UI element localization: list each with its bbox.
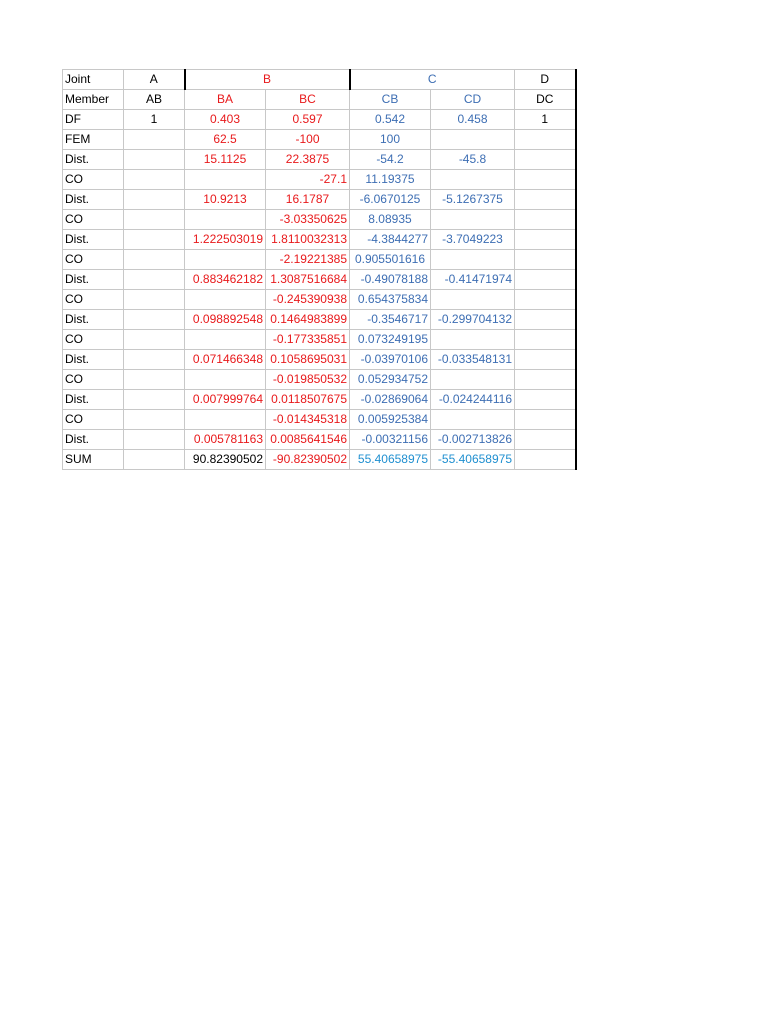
cell-ba[interactable]: [185, 410, 266, 430]
cell-ab[interactable]: [124, 430, 185, 450]
cell-dc[interactable]: [515, 310, 576, 330]
table-row: [63, 210, 576, 230]
cell-ab[interactable]: [124, 150, 185, 170]
cell-cb[interactable]: -0.00321156: [350, 430, 431, 450]
cell-ab[interactable]: [124, 330, 185, 350]
table-row: [63, 150, 576, 170]
table-row: [63, 370, 576, 390]
cell-ab[interactable]: [124, 410, 185, 430]
row-label[interactable]: CO: [63, 410, 124, 430]
row-label[interactable]: Dist.: [63, 310, 124, 330]
cell-cd[interactable]: -0.002713826: [431, 430, 515, 450]
cell-cd[interactable]: -0.299704132: [431, 310, 515, 330]
cell-ba[interactable]: 62.5: [185, 130, 266, 150]
table-row: [63, 410, 576, 430]
cell-bc[interactable]: 0.1058695031: [266, 350, 350, 370]
cell-dc[interactable]: [515, 290, 576, 310]
member-cb-header[interactable]: CB: [350, 90, 431, 110]
cell-bc[interactable]: 0.0118507675: [266, 390, 350, 410]
table-row: [63, 250, 576, 270]
table-row: [63, 390, 576, 410]
cell-cd[interactable]: [431, 410, 515, 430]
cell-cb[interactable]: -0.03970106: [350, 350, 431, 370]
cell-ba[interactable]: [185, 370, 266, 390]
table-row: [63, 350, 576, 370]
joint-d-header[interactable]: D: [515, 70, 576, 90]
cell-ab[interactable]: [124, 210, 185, 230]
cell-cb[interactable]: -54.2: [350, 150, 431, 170]
cell-ba[interactable]: 10.9213: [185, 190, 266, 210]
row-label[interactable]: CO: [63, 250, 124, 270]
table-row: [63, 230, 576, 250]
member-header-row: [63, 90, 576, 110]
table-row: [63, 310, 576, 330]
cell-cb[interactable]: 0.073249195: [350, 330, 431, 350]
cell-bc[interactable]: -0.019850532: [266, 370, 350, 390]
cell-cd[interactable]: [431, 250, 515, 270]
row-label[interactable]: Dist.: [63, 150, 124, 170]
cell-dc[interactable]: [515, 210, 576, 230]
cell-cd[interactable]: -0.41471974: [431, 270, 515, 290]
sum-row: [63, 450, 576, 470]
cell-dc[interactable]: [515, 150, 576, 170]
cell-ab[interactable]: [124, 450, 185, 470]
cell-cb[interactable]: 55.40658975: [350, 450, 431, 470]
row-label[interactable]: FEM: [63, 130, 124, 150]
cell-cd[interactable]: -0.033548131: [431, 350, 515, 370]
cell-ba[interactable]: 0.005781163: [185, 430, 266, 450]
row-label[interactable]: CO: [63, 330, 124, 350]
row-label[interactable]: DF: [63, 110, 124, 130]
cell-ba[interactable]: [185, 210, 266, 230]
cell-dc[interactable]: [515, 250, 576, 270]
cell-dc[interactable]: [515, 390, 576, 410]
row-label[interactable]: Dist.: [63, 190, 124, 210]
cell-cd[interactable]: [431, 210, 515, 230]
joint-b-header[interactable]: B: [185, 70, 350, 90]
cell-dc[interactable]: [515, 350, 576, 370]
cell-ab[interactable]: [124, 130, 185, 150]
cell-dc[interactable]: [515, 410, 576, 430]
cell-bc[interactable]: 1.8110032313: [266, 230, 350, 250]
cell-ba[interactable]: 15.1125: [185, 150, 266, 170]
cell-ba[interactable]: 90.82390502: [185, 450, 266, 470]
cell-dc[interactable]: [515, 230, 576, 250]
cell-cd[interactable]: -3.7049223: [431, 230, 515, 250]
cell-bc[interactable]: -0.245390938: [266, 290, 350, 310]
data-rows: [63, 110, 576, 470]
cell-cb[interactable]: -0.49078188: [350, 270, 431, 290]
cell-bc[interactable]: -2.19221385: [266, 250, 350, 270]
cell-cb[interactable]: 0.005925384: [350, 410, 431, 430]
cell-bc[interactable]: 0.0085641546: [266, 430, 350, 450]
cell-ba[interactable]: 0.403: [185, 110, 266, 130]
cell-ab[interactable]: [124, 310, 185, 330]
member-ab-header[interactable]: AB: [124, 90, 185, 110]
joint-header-row: [63, 70, 576, 90]
table-row: [63, 130, 576, 150]
cell-cb[interactable]: -0.02869064: [350, 390, 431, 410]
cell-ba[interactable]: 0.883462182: [185, 270, 266, 290]
cell-cd[interactable]: [431, 290, 515, 310]
cell-ba[interactable]: 1.222503019: [185, 230, 266, 250]
cell-bc[interactable]: 16.1787: [266, 190, 350, 210]
table-row: [63, 270, 576, 290]
cell-cd[interactable]: [431, 130, 515, 150]
cell-cd[interactable]: 0.458: [431, 110, 515, 130]
cell-cd[interactable]: [431, 170, 515, 190]
table-row: [63, 330, 576, 350]
table-row: [63, 170, 576, 190]
cell-cd[interactable]: -5.1267375: [431, 190, 515, 210]
row-label-member[interactable]: Member: [63, 90, 124, 110]
cell-cb[interactable]: 0.905501616: [350, 250, 431, 270]
cell-bc[interactable]: -0.014345318: [266, 410, 350, 430]
row-label[interactable]: CO: [63, 170, 124, 190]
joint-a-header[interactable]: A: [124, 70, 185, 90]
cell-ab[interactable]: [124, 190, 185, 210]
cell-cd[interactable]: [431, 330, 515, 350]
cell-ba[interactable]: 0.007999764: [185, 390, 266, 410]
cell-ab[interactable]: 1: [124, 110, 185, 130]
cell-bc[interactable]: 0.1464983899: [266, 310, 350, 330]
cell-bc[interactable]: -90.82390502: [266, 450, 350, 470]
row-label[interactable]: Dist.: [63, 390, 124, 410]
cell-ab[interactable]: [124, 230, 185, 250]
cell-ba[interactable]: [185, 290, 266, 310]
cell-ab[interactable]: [124, 270, 185, 290]
cell-cb[interactable]: 0.654375834: [350, 290, 431, 310]
moment-distribution-table: [62, 69, 577, 470]
cell-cb[interactable]: -6.0670125: [350, 190, 431, 210]
cell-dc[interactable]: [515, 450, 576, 470]
cell-cb[interactable]: 100: [350, 130, 431, 150]
cell-ba[interactable]: [185, 250, 266, 270]
cell-dc[interactable]: [515, 370, 576, 390]
row-label[interactable]: Dist.: [63, 430, 124, 450]
cell-bc[interactable]: -0.177335851: [266, 330, 350, 350]
cell-cd[interactable]: [431, 370, 515, 390]
cell-bc[interactable]: -100: [266, 130, 350, 150]
row-label[interactable]: CO: [63, 210, 124, 230]
row-label[interactable]: Dist.: [63, 270, 124, 290]
cell-bc[interactable]: 22.3875: [266, 150, 350, 170]
row-label-joint[interactable]: Joint: [63, 70, 124, 90]
cell-cd[interactable]: -55.40658975: [431, 450, 515, 470]
cell-cd[interactable]: -0.024244116: [431, 390, 515, 410]
member-bc-header[interactable]: BC: [266, 90, 350, 110]
cell-ab[interactable]: [124, 370, 185, 390]
cell-bc[interactable]: -3.03350625: [266, 210, 350, 230]
cell-ab[interactable]: [124, 350, 185, 370]
cell-ab[interactable]: [124, 250, 185, 270]
cell-dc[interactable]: [515, 270, 576, 290]
table-row: [63, 110, 576, 130]
cell-dc[interactable]: [515, 190, 576, 210]
cell-dc[interactable]: [515, 430, 576, 450]
cell-dc[interactable]: 1: [515, 110, 576, 130]
cell-cb[interactable]: 0.542: [350, 110, 431, 130]
row-label[interactable]: Dist.: [63, 230, 124, 250]
table-row: [63, 190, 576, 210]
table-row: [63, 430, 576, 450]
cell-ba[interactable]: [185, 330, 266, 350]
member-ba-header[interactable]: BA: [185, 90, 266, 110]
cell-bc[interactable]: 1.3087516684: [266, 270, 350, 290]
cell-ba[interactable]: 0.071466348: [185, 350, 266, 370]
cell-dc[interactable]: [515, 330, 576, 350]
cell-cd[interactable]: -45.8: [431, 150, 515, 170]
cell-cb[interactable]: -0.3546717: [350, 310, 431, 330]
cell-dc[interactable]: [515, 130, 576, 150]
cell-dc[interactable]: [515, 170, 576, 190]
member-cd-header[interactable]: CD: [431, 90, 515, 110]
cell-ab[interactable]: [124, 170, 185, 190]
cell-ab[interactable]: [124, 390, 185, 410]
cell-bc[interactable]: -27.1: [266, 170, 350, 190]
cell-ba[interactable]: 0.098892548: [185, 310, 266, 330]
cell-cb[interactable]: 0.052934752: [350, 370, 431, 390]
row-label[interactable]: CO: [63, 370, 124, 390]
joint-c-header[interactable]: C: [350, 70, 515, 90]
cell-cb[interactable]: 11.19375: [350, 170, 431, 190]
cell-cb[interactable]: -4.3844277: [350, 230, 431, 250]
cell-ba[interactable]: [185, 170, 266, 190]
cell-ab[interactable]: [124, 290, 185, 310]
row-label[interactable]: CO: [63, 290, 124, 310]
row-label[interactable]: Dist.: [63, 350, 124, 370]
table-row: [63, 290, 576, 310]
cell-bc[interactable]: 0.597: [266, 110, 350, 130]
member-dc-header[interactable]: DC: [515, 90, 576, 110]
cell-cb[interactable]: 8.08935: [350, 210, 431, 230]
row-label[interactable]: SUM: [63, 450, 124, 470]
